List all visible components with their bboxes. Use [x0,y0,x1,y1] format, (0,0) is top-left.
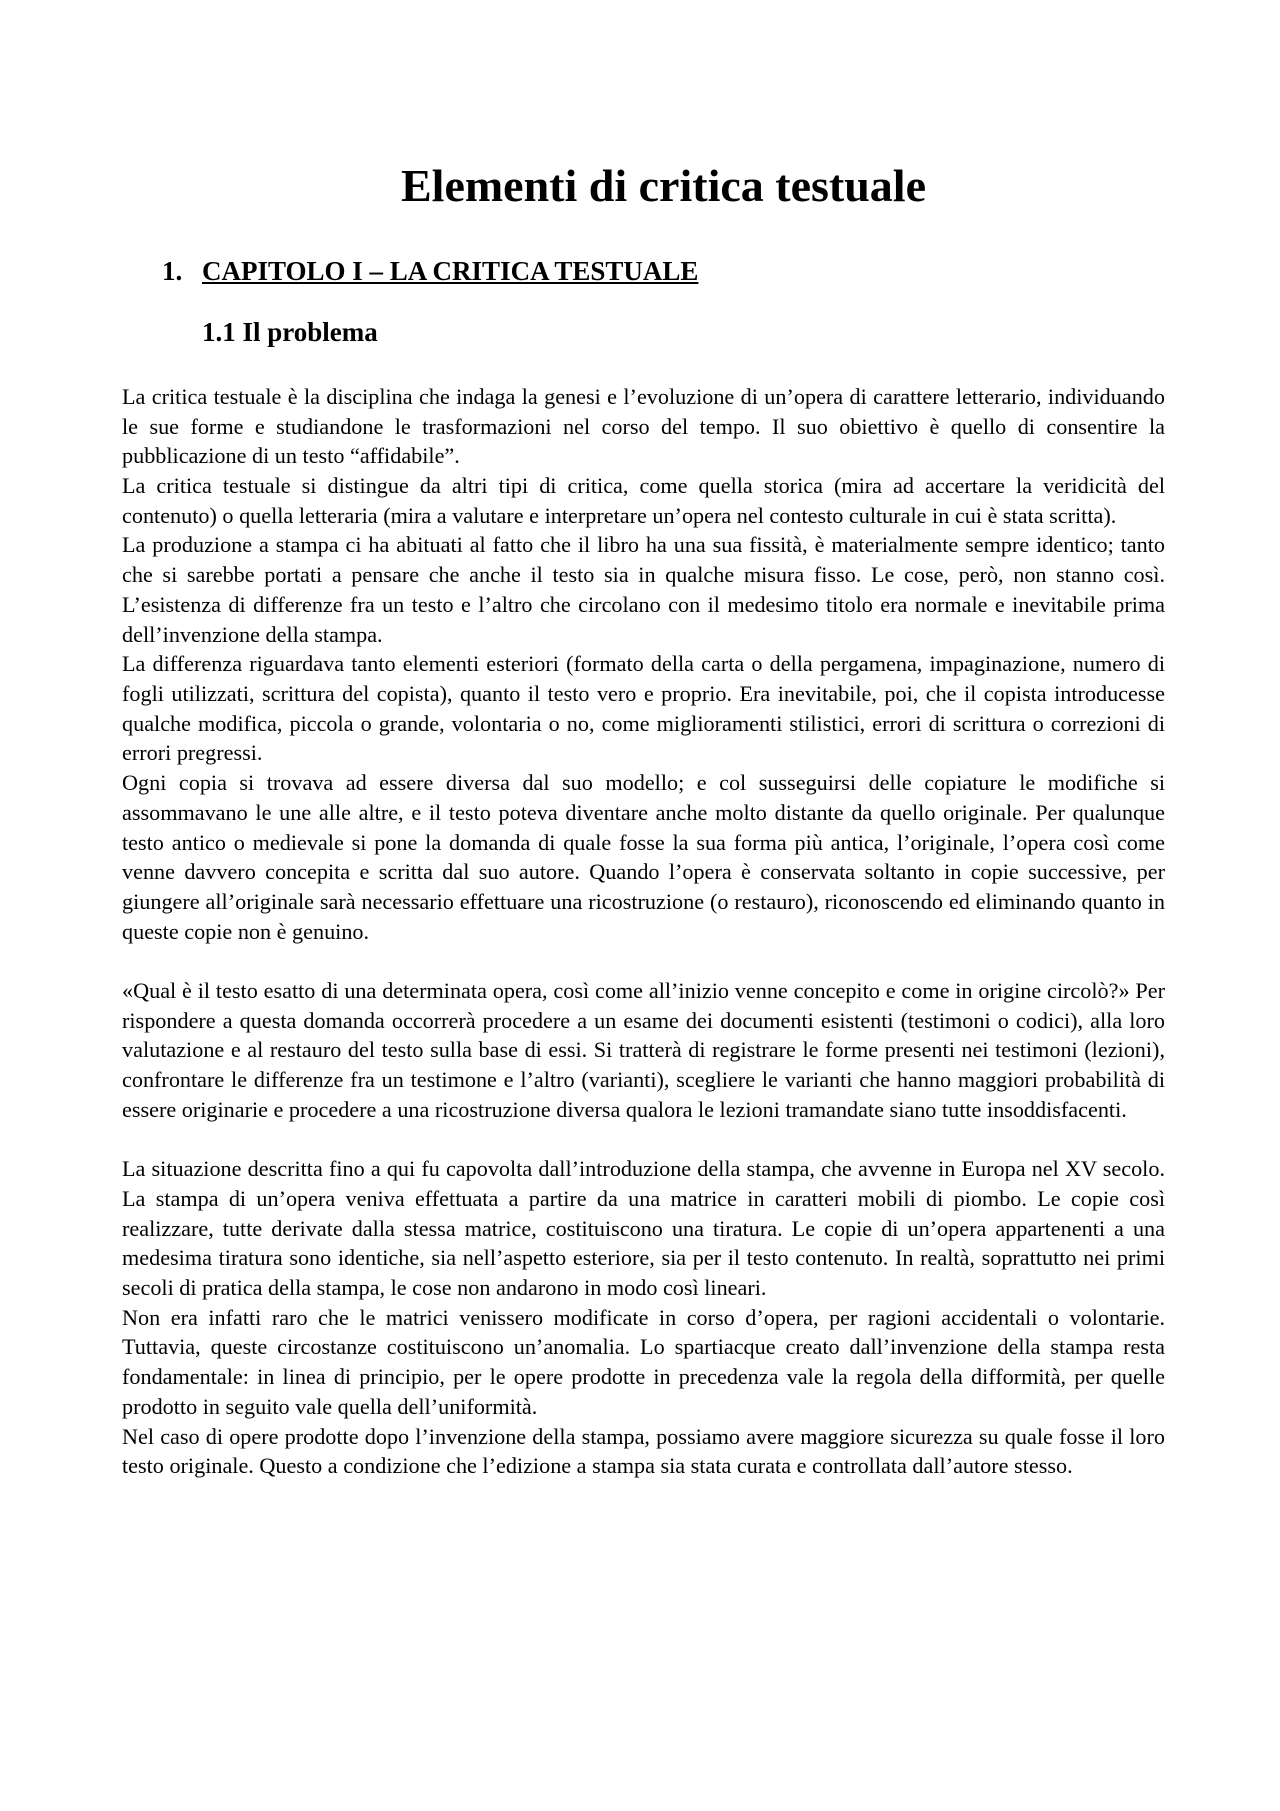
paragraph: Non era infatti raro che le matrici venissero modificate in corso d’opera, per ragioni accidentali o volontarie. Tuttavia, queste circostanze costituiscono un’anomalia. Lo spartiacque creato dall’invenzione della stampa resta fondamentale: in linea di principio, per le opere prodotte in precedenza vale la regola della difformità, per quelle prodotto in seguito vale quella dell’uniformità. [122,1304,1165,1419]
paragraph: La produzione a stampa ci ha abituati al fatto che il libro ha una sua fissità, è materialmente sempre identico; tanto che si sarebbe portati a pensare che anche il testo sia in qualche misura fisso. Le cose, però, non stanno così. L’esistenza di differenze fra un testo e l’altro che circolano con il medesimo titolo era normale e inevitabile prima dell’invenzione della stampa. [122,532,1165,647]
document-page [122,150,1165,1481]
paragraph: La critica testuale si distingue da altri tipi di critica, come quella storica (mira ad accertare la veridicità del contenuto) o quella letteraria (mira a valutare e interpretare un’opera nel contesto culturale in cui è stata scritta). [122,473,1165,528]
paragraph: «Qual è il testo esatto di una determinata opera, così come all’inizio venne concepito e come in origine circolò?» Per rispondere a questa domanda occorrerà procedere a un esame dei documenti esistenti (testimoni o codici), alla loro valutazione e al restauro del testo sulla base di essi. Si tratterà di registrare le forme presenti nei testimoni (lezioni), confrontare le differenze fra un testimone e l’altro (varianti), scegliere le varianti che hanno maggiori probabilità di essere originarie e procedere a una ricostruzione diversa qualora le lezioni tramandate siano tutte insoddisfacenti. [122,978,1165,1122]
paragraph: Ogni copia si trovava ad essere diversa dal suo modello; e col susseguirsi delle copiature le modifiche si assommavano le une alle altre, e il testo poteva diventare anche molto distante da quello originale. Per qualunque testo antico o medievale si pone la domanda di quale fosse la sua forma più antica, l’originale, l’opera così come venne davvero concepita e scritta dal suo autore. Quando l’opera è conservata soltanto in copie successive, per giungere all’originale sarà necessario effettuare una ricostruzione (o restauro), riconoscendo ed eliminando quanto in queste copie non è genuino. [122,770,1165,944]
section-heading: 1.1 Il problema [202,316,378,347]
chapter-title: CAPITOLO I – LA CRITICA TESTUALE [202,256,699,287]
paragraph: La differenza riguardava tanto elementi esteriori (formato della carta o della pergamena, impaginazione, numero di fogli utilizzati, scrittura del copista), quanto il testo vero e proprio. Era inevitabile, poi, che il copista introducesse qualche modifica, piccola o grande, volontaria o no, come miglioramenti stilistici, errori di scrittura o correzioni di errori pregressi. [122,651,1165,766]
paragraph: Nel caso di opere prodotte dopo l’invenzione della stampa, possiamo avere maggiore sicurezza su quale fosse il loro testo originale. Questo a condizione che l’edizione a stampa sia stata curata e controllata dall’autore stesso. [122,1423,1165,1479]
chapter-heading [162,255,1165,287]
paragraph: La critica testuale è la disciplina che indaga la genesi e l’evoluzione di un’opera di carattere letterario, individuando le sue forme e studiandone le trasformazioni nel corso del tempo. Il suo obiettivo è quello di consentire la pubblicazione di un testo “affidabile”. [122,383,1165,469]
document-title: Elementi di critica testuale [400,160,927,211]
paragraph: La situazione descritta fino a qui fu capovolta dall’introduzione della stampa, che avvenne in Europa nel XV secolo. La stampa di un’opera veniva effettuata a partire da una matrice in caratteri mobili di piombo. Le copie così realizzare, tutte derivate dalla stessa matrice, costituiscono una tiratura. Le copie di un’opera appartenenti a una medesima tiratura sono identiche, sia nell’aspetto esteriore, sia per il testo contenuto. In realtà, soprattutto nei primi secoli di pratica della stampa, le cose non andarono in modo così lineari. [122,1156,1165,1301]
body-text [122,382,1165,1481]
chapter-number: 1. [162,256,183,287]
